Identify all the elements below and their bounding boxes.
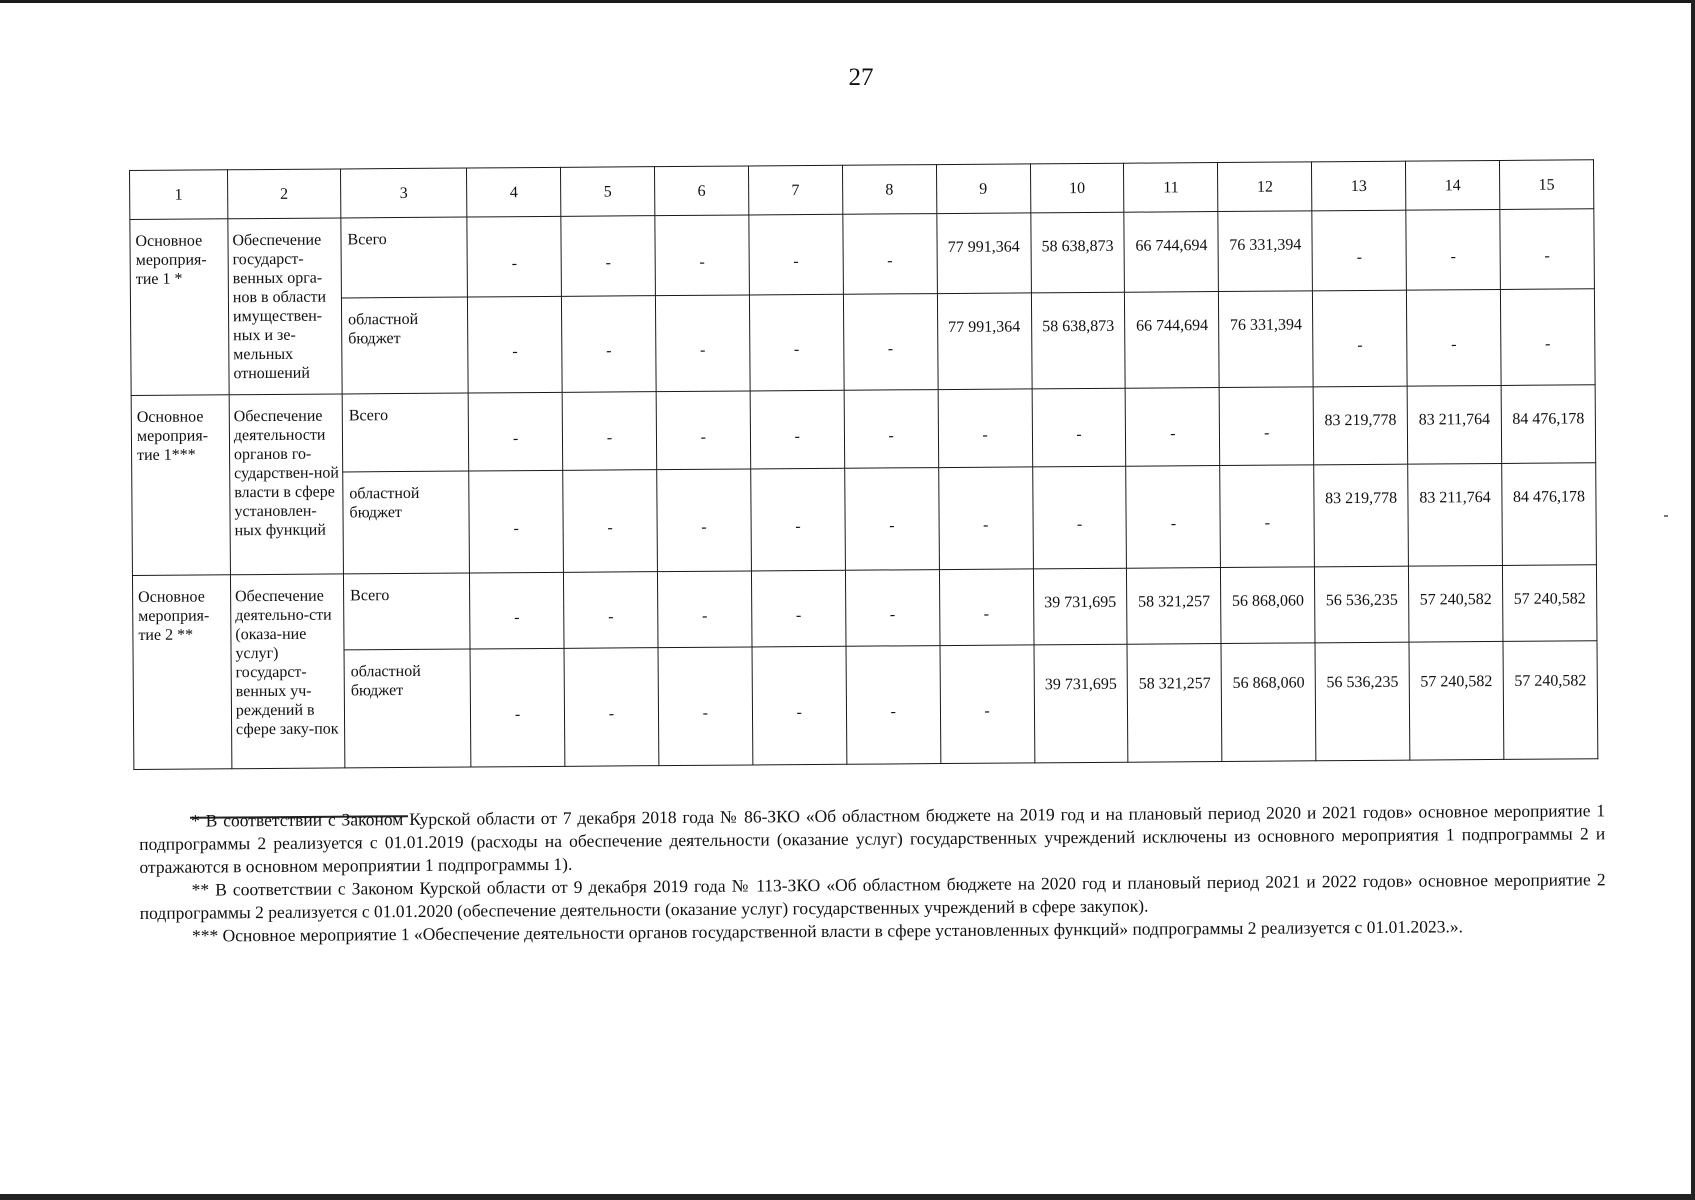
value-cell: - (657, 571, 751, 648)
value-cell: - (1220, 465, 1315, 568)
value-cell: - (1407, 289, 1502, 386)
column-header: 2 (227, 169, 340, 219)
value-cell: 39 731,695 (1033, 568, 1127, 645)
column-header: 4 (467, 167, 561, 217)
column-header: 8 (842, 165, 936, 215)
value-cell: 84 476,178 (1502, 463, 1597, 566)
page-number: 27 (848, 64, 874, 91)
value-cell: - (939, 569, 1033, 646)
value-cell: 57 240,582 (1409, 641, 1504, 760)
value-cell: - (563, 470, 658, 573)
value-cell: - (749, 214, 843, 295)
value-cell: - (1312, 210, 1406, 291)
value-cell: - (1032, 466, 1127, 569)
value-cell: - (1126, 388, 1220, 467)
value-cell: - (752, 646, 847, 765)
footnote-1: * В соответствии с Законом Курской области от 7 декабря 2018 года № 86-ЗКО «Об областном бюджете на 2019 год и на плановый период 2020 и 2021 годов» основное мероприятие 1 подпрограммы 2 реализуется с 01.01.2019 (расходы на обеспечение деятельности (оказание услуг) государственных учреждений исключены из основного мероприятия 1 подпрограммы 2 и отражаются в основном мероприятии 1 подпрограммы 1). (139, 800, 1606, 877)
value-cell: 84 476,178 (1501, 385, 1596, 464)
value-cell: - (564, 648, 659, 767)
value-cell: 66 744,694 (1125, 292, 1220, 389)
column-header: 15 (1499, 160, 1593, 210)
budget-table (129, 159, 1598, 770)
value-cell: 58 321,257 (1127, 644, 1222, 763)
table-row (130, 289, 1595, 396)
value-cell: - (844, 390, 938, 469)
value-cell: - (468, 392, 562, 471)
value-cell: - (655, 215, 749, 296)
value-cell: 76 331,394 (1219, 291, 1314, 388)
value-cell: 66 744,694 (1124, 212, 1218, 293)
value-cell: 76 331,394 (1218, 211, 1312, 292)
funding-source-cell: Всего (343, 573, 470, 650)
value-cell: - (846, 646, 941, 765)
value-cell: 83 219,778 (1314, 464, 1409, 567)
table-row (132, 463, 1597, 576)
value-cell: 83 211,764 (1407, 385, 1501, 464)
value-cell: - (655, 295, 750, 392)
table-row (133, 641, 1598, 770)
value-cell: - (751, 468, 846, 571)
value-cell: - (467, 216, 561, 297)
column-header: 13 (1312, 161, 1406, 211)
value-cell: - (749, 294, 844, 391)
value-cell: 77 991,364 (937, 293, 1032, 390)
value-cell: - (658, 647, 753, 766)
footnote-2: ** В соответствии с Законом Курской области от 9 декабря 2019 года № 113-ЗКО «Об областном бюджете на 2020 год и плановый период 2021 и 2022 годов» основное мероприятие 2 подпрограммы 2 реализуется с 01.01.2020 (обеспечение деятельности (оказание услуг) государственных учреждений в сфере закупок). (139, 869, 1606, 923)
column-header: 5 (561, 167, 655, 217)
value-cell: - (844, 468, 939, 571)
value-cell: - (562, 392, 656, 471)
value-cell: 83 219,778 (1313, 386, 1407, 465)
value-cell: 58 638,873 (1031, 292, 1126, 389)
value-cell: - (1313, 290, 1408, 387)
column-header: 9 (936, 164, 1030, 214)
event-name-cell: Обеспечение деятельно-сти (оказа-ние услуг) государст-венных уч-реждений в сфере заку-пок (230, 574, 344, 769)
column-header: 12 (1218, 162, 1312, 212)
funding-source-cell: Всего (341, 217, 468, 298)
scan-bottom-edge (0, 1194, 1695, 1200)
value-cell: 57 240,582 (1409, 565, 1503, 642)
funding-source-cell: Всего (342, 393, 469, 472)
event-cell: Основное мероприя-тие 2 ** (132, 575, 231, 770)
value-cell: 57 240,582 (1503, 641, 1598, 760)
value-cell: - (657, 469, 752, 572)
funding-source-cell: областной бюджет (341, 297, 468, 394)
value-cell: - (751, 570, 845, 647)
value-cell: 56 868,060 (1221, 643, 1316, 762)
event-cell: Основное мероприя-тие 1*** (131, 395, 230, 576)
value-cell: - (470, 648, 565, 767)
scan-right-edge (1691, 0, 1695, 1200)
value-cell: - (845, 570, 939, 647)
column-header: 10 (1030, 163, 1124, 213)
value-cell: - (562, 296, 657, 393)
column-header: 6 (654, 166, 748, 216)
value-cell: - (1500, 289, 1595, 386)
event-name-cell: Обеспечение деятельности органов го-сударствен-ной власти в сфере установлен-ных функций (229, 394, 343, 575)
value-cell: - (1126, 466, 1221, 569)
value-cell: - (1500, 209, 1595, 290)
value-cell: - (470, 572, 564, 649)
value-cell: 83 211,764 (1408, 463, 1503, 566)
event-name-cell: Обеспечение государст-венных орга-нов в области имуществен-ных и зе-мельных отношений (228, 218, 342, 395)
value-cell: 58 321,257 (1127, 568, 1221, 645)
table-row (132, 565, 1597, 652)
value-cell: - (750, 390, 844, 469)
scan-top-edge (0, 0, 1695, 3)
value-cell: - (561, 216, 655, 297)
value-cell: - (938, 467, 1033, 570)
value-cell: 58 638,873 (1030, 212, 1124, 293)
footnote-3: *** Основное мероприятие 1 «Обеспечение деятельности органов государственной власти в сфере установленных функций» подпрограммы 2 реализуется с 01.01.2023.». (191, 916, 1463, 946)
value-cell: 56 536,235 (1315, 566, 1409, 643)
footnotes (139, 799, 1606, 948)
funding-source-cell: областной бюджет (343, 471, 470, 574)
event-cell: Основное мероприя-тие 1 * (130, 219, 229, 396)
value-cell: 56 868,060 (1221, 567, 1315, 644)
value-cell: - (1406, 209, 1500, 290)
value-cell: - (469, 470, 564, 573)
value-cell: 56 536,235 (1315, 642, 1410, 761)
value-cell: - (1219, 387, 1313, 466)
table-row (131, 385, 1596, 474)
column-header: 3 (340, 168, 467, 218)
column-header: 14 (1406, 160, 1500, 210)
value-cell: - (938, 389, 1032, 468)
value-cell: 57 240,582 (1502, 565, 1597, 642)
value-cell: - (564, 572, 658, 649)
value-cell: - (468, 296, 563, 393)
value-cell: - (1032, 388, 1126, 467)
column-header: 1 (130, 170, 228, 220)
table-row (130, 209, 1595, 300)
scan-speck (1664, 515, 1668, 517)
budget-table-container (129, 159, 1598, 770)
column-header: 7 (748, 165, 842, 215)
value-cell: - (843, 214, 937, 295)
value-cell: - (940, 645, 1035, 764)
value-cell: 39 731,695 (1034, 644, 1129, 763)
value-cell: - (656, 391, 750, 470)
funding-source-cell: областной бюджет (344, 649, 471, 768)
column-header: 11 (1124, 163, 1218, 213)
value-cell: - (843, 294, 938, 391)
value-cell: 77 991,364 (936, 213, 1030, 294)
